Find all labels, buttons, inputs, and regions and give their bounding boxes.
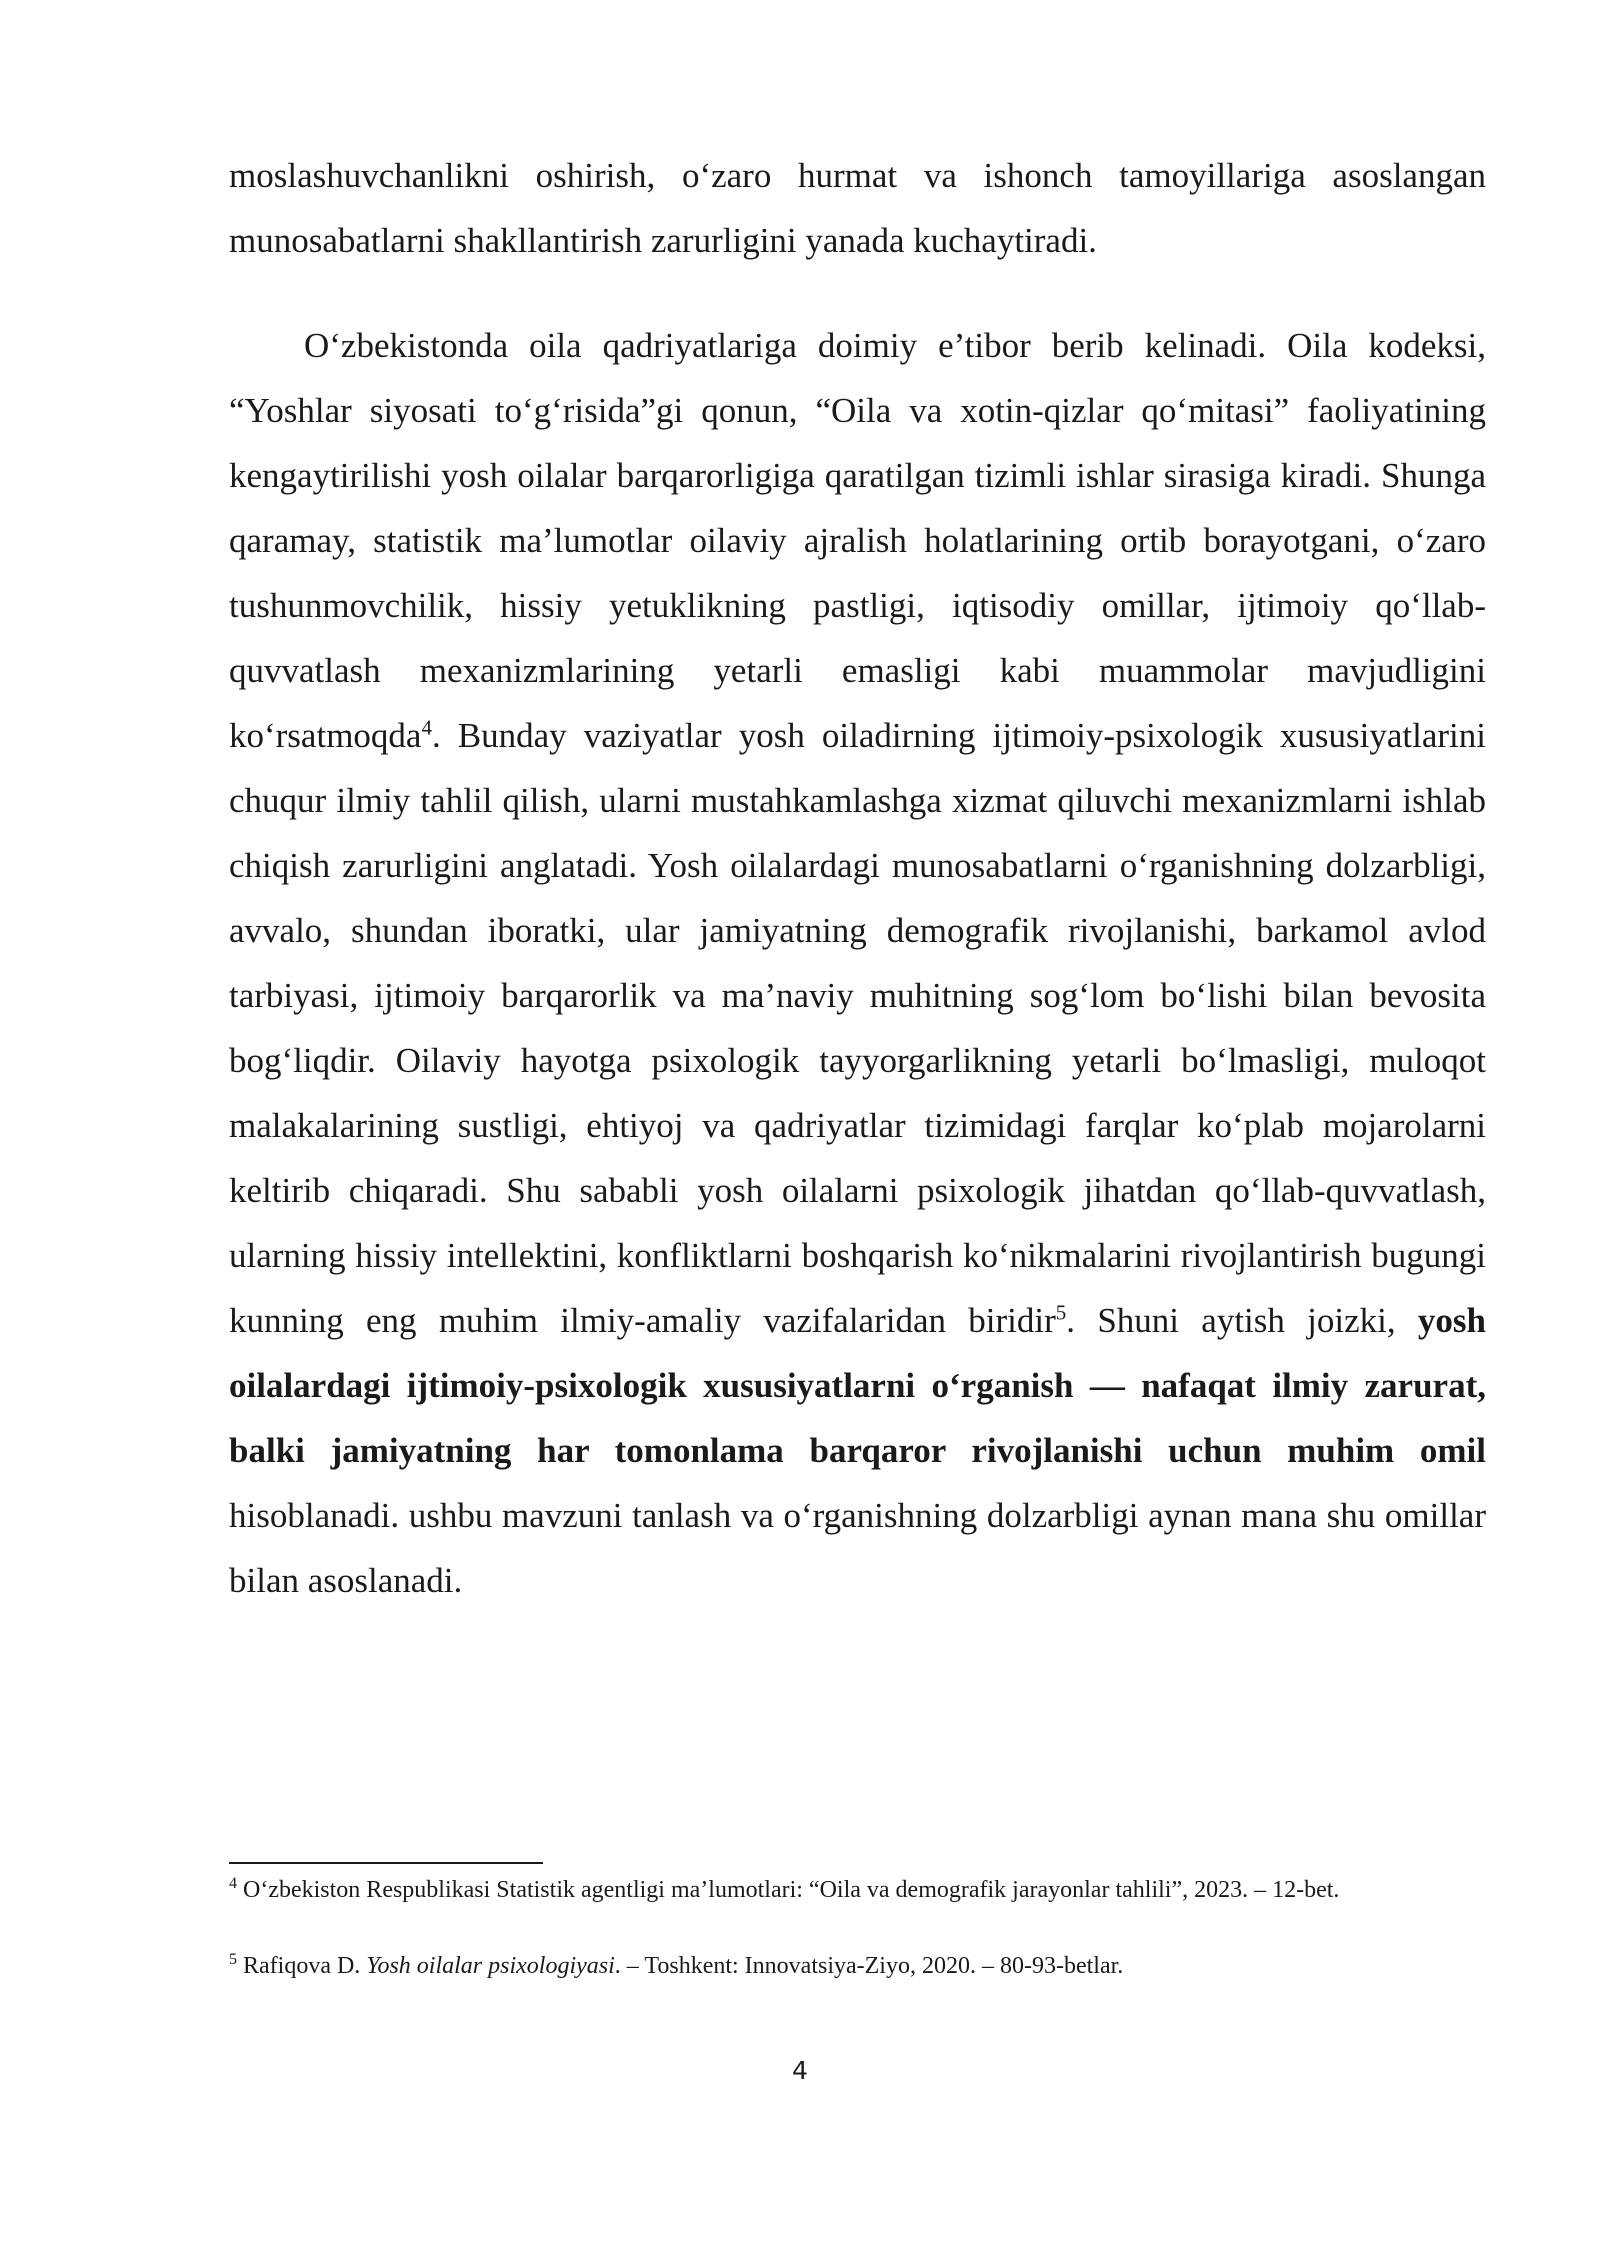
paragraph-2-part-2: . Bunday vaziyatlar yosh oiladirning ijtimoiy-psixologik xususiyatlarini chuqur ilmiy tahlil qilish, ularni mustahkamlashga xizmat qiluvchi mexanizmlarni ishlab chiqish zarurligini anglatadi. Yosh oilalardagi munosabatlarni o‘rganishning dolzarbligi, avvalo, shundan iboratki, ular jamiyatning demografik rivojlanishi, barkamol avlod tarbiyasi, ijtimoiy barqarorlik va ma’naviy muhitning sog‘lom bo‘lishi bilan bevosita bog‘liqdir. Oilaviy hayotga psixologik tayyorgarlikning yetarli bo‘lmasligi, muloqot malakalarining sustligi, ehtiyoj va qadriyatlar tizimidagi farqlar ko‘plab mojarolarni keltirib chiqaradi. Shu sababli yosh oilalarni psixologik jihatdan qo‘llab-quvvatlash, ularning hissiy intellektini, konfliktlarni boshqarish ko‘nikmalarini rivojlantirish bugungi kunning eng muhim ilmiy-amaliy vazifalaridan biridir	[229, 716, 1486, 1340]
paragraph-2-part-4: hisoblanadi. ushbu mavzuni tanlash va o‘rganishning dolzarbligi aynan mana shu omillar bilan asoslanadi.	[229, 1496, 1486, 1600]
paragraph-2-part-1: O‘zbekistonda oila qadriyatlariga doimiy e’tibor berib kelinadi. Oila kodeksi, “Yoshlar siyosati to‘g‘risida”gi qonun, “Oila va xotin-qizlar qo‘mitasi” faoliyatining kengaytirilishi yosh oilalar barqarorligiga qaratilgan tizimli ishlar sirasiga kiradi. Shunga qaramay, statistik ma’lumotlar oilaviy ajralish holatlarining ortib borayotgani, o‘zaro tushunmovchilik, hissiy yetuklikning pastligi, iqtisodiy omillar, ijtimoiy qo‘llab-quvvatlash mexanizmlarining yetarli emasligi kabi muammolar mavjudligini ko‘rsatmoqda	[229, 326, 1486, 755]
footnote-reference-5[interactable]: 5	[1055, 1300, 1067, 1325]
paragraph-main	[229, 313, 1486, 1613]
paragraph-2-part-3: . Shuni aytish joizki,	[1066, 1301, 1418, 1340]
footnote-5-number: 5	[229, 1951, 237, 1968]
paragraph-1-text: moslashuvchanlikni oshirish, o‘zaro hurmat va ishonch tamoyillariga asoslangan munosabatlarni shakllantirish zarurligini yanada kuchaytiradi.	[229, 156, 1486, 260]
paragraph-2-bold-statement: yosh oilalardagi ijtimoiy-psixologik xususiyatlarni o‘rganish — nafaqat ilmiy zarurat, balki jamiyatning har tomonlama barqaror rivojlanishi uchun muhim omil	[229, 1301, 1486, 1470]
footnote-5-text-after: . – Toshkent: Innovatsiya-Ziyo, 2020. – 80-93-betlar.	[614, 1953, 1124, 1979]
footnote-4	[229, 1874, 1529, 1906]
footnote-reference-4[interactable]: 4	[421, 715, 432, 740]
footnote-4-number: 4	[229, 1875, 237, 1892]
footnote-4-text: O‘zbekiston Respublikasi Statistik agentligi ma’lumotlari: “Oila va demografik jarayonlar tahlili”, 2023. – 12-bet.	[237, 1877, 1340, 1903]
page-number: 4	[792, 2056, 808, 2085]
footnote-5-text-before: Rafiqova D.	[237, 1953, 367, 1979]
footnote-separator	[229, 1862, 543, 1864]
paragraph-continuation	[229, 143, 1486, 273]
footnote-5-book-title: Yosh oilalar psixologiyasi	[366, 1953, 615, 1979]
footnote-5	[229, 1950, 1529, 1982]
